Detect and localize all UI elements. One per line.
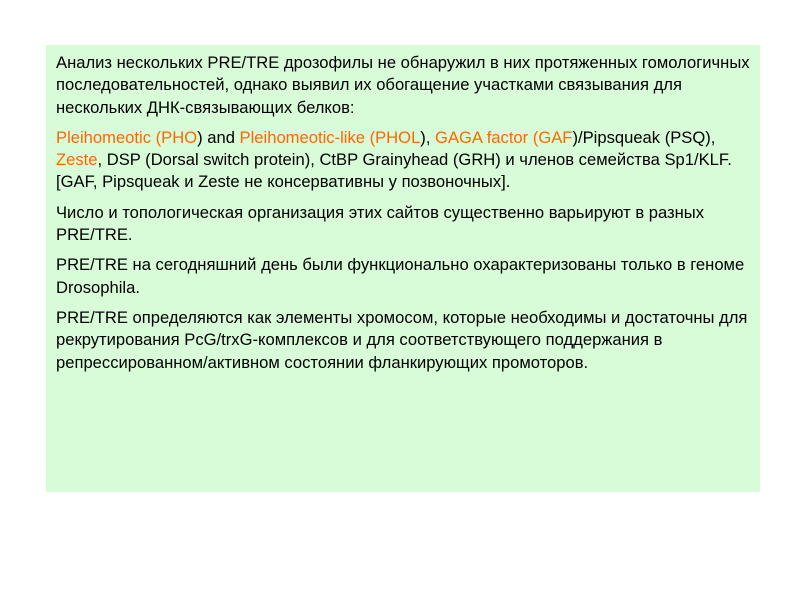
paragraph-proteins [56, 127, 752, 194]
text-box [46, 45, 760, 492]
protein-sep-1: ) and [197, 127, 240, 147]
protein-psq: )/Pipsqueak (PSQ), [572, 127, 716, 147]
paragraph-intro: Анализ нескольких PRE/TRE дрозофилы не обнаружил в них протяженных гомологичных последовательностей, однако выявил их обогащение участками связывания для нескольких ДНК-связывающих белков: [56, 53, 750, 117]
paragraph-drosophila: PRE/TRE на сегодняшний день были функционально охарактеризованы только в геноме Drosophila. [56, 255, 745, 297]
protein-zeste: Zeste [56, 150, 98, 170]
protein-gaga: GAGA factor (GAF [435, 127, 573, 147]
paragraph-definition: PRE/TRE определяются как элементы хромосом, которые необходимы и достаточны для рекрутирования PcG/trxG-комплексов и для соответствующего поддержания в репрессированном/активном состоянии фланкирующих промоторов. [56, 307, 748, 372]
protein-rest: , DSP (Dorsal switch protein), CtBP Grainyhead (GRH) и членов семейства Sp1/KLF. [GAF, Pipsqueak и Zeste не консервативны у позвоночных]. [56, 150, 732, 192]
paragraph-variation: Число и топологическая организация этих сайтов существенно варьируют в разных PRE/TRE. [56, 202, 705, 245]
protein-sep-2: ), [420, 127, 436, 147]
protein-phol: Pleihomeotic-like (PHOL [239, 127, 421, 147]
protein-pho: Pleihomeotic (PHO [56, 127, 198, 147]
